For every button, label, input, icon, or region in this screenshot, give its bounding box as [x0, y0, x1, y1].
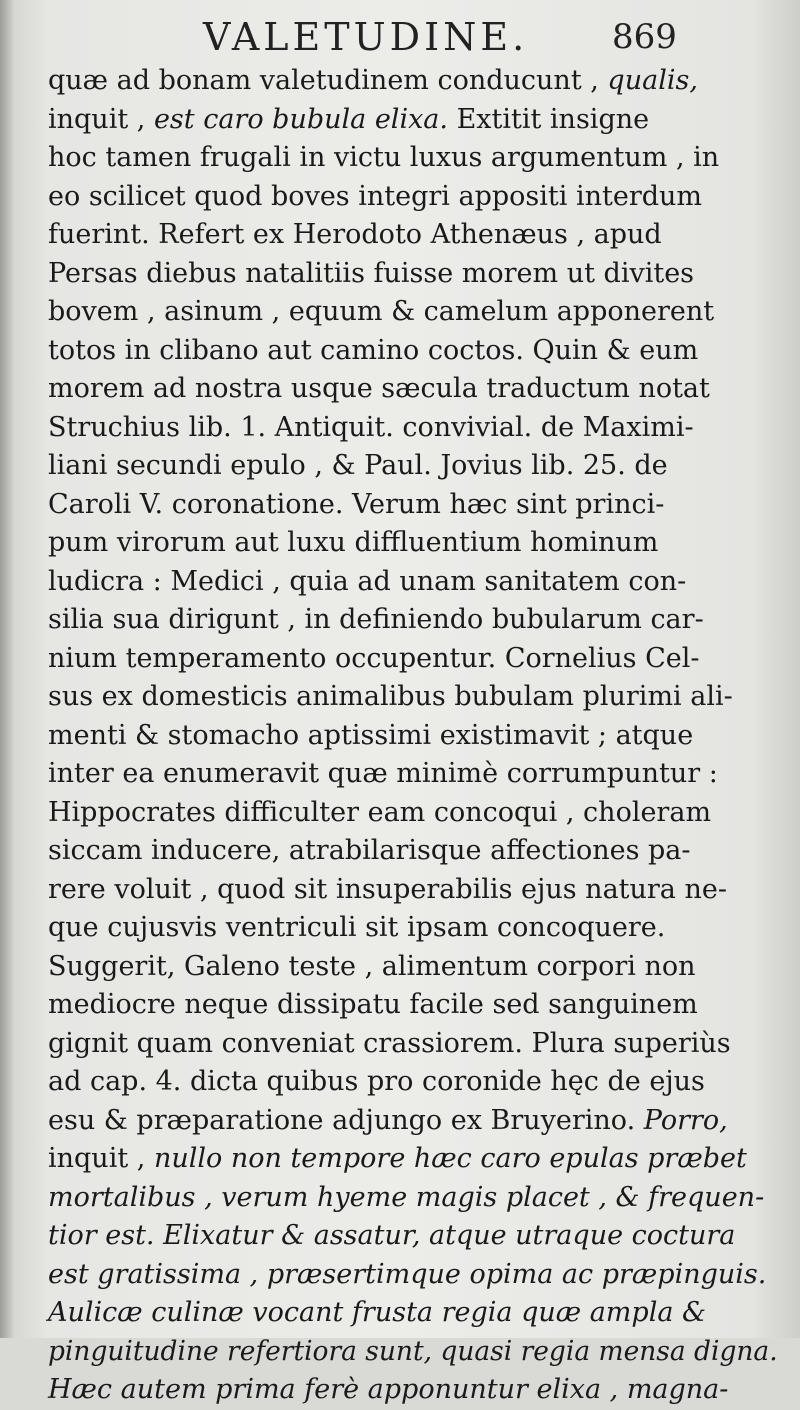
text-line — [48, 1063, 778, 1102]
line-text: esu & præparatione adjungo ex Bruyerino. — [48, 1104, 636, 1136]
line-italic-text: tior est. Elixatur & assatur, atque utraque coctura — [48, 1220, 736, 1251]
text-line — [48, 139, 778, 178]
line-text: que cujusvis ventriculi sit ipsam concoquere. — [48, 912, 666, 943]
text-line — [48, 178, 778, 217]
text-line — [48, 447, 778, 486]
line-text: ludicra : Medici , quia ad unam sanitatem con- — [48, 565, 687, 597]
page-number: 869 — [612, 17, 677, 57]
text-line — [48, 293, 778, 332]
line-text: inquit , — [48, 103, 146, 135]
body-text — [48, 62, 778, 1410]
line-text: bovem , asinum , equum & camelum apponerent — [48, 296, 715, 327]
line-italic-text: mortalibus , verum hyeme magis placet , & frequen- — [48, 1181, 765, 1213]
line-text: fuerint. Refert ex Herodoto Athenæus , apud — [48, 219, 662, 250]
text-line — [48, 255, 778, 294]
line-text: menti & stomacho aptissimi existimavit ; atque — [48, 719, 694, 751]
running-head — [0, 12, 800, 62]
line-italic-text: est caro bubula elixa. — [145, 103, 448, 135]
text-line — [48, 832, 778, 871]
line-text: Struchius lib. 1. Antiquit. convivial. de Maximi- — [48, 411, 694, 443]
line-text: quæ ad bonam valetudinem conducunt , — [48, 65, 599, 96]
text-line — [48, 1179, 778, 1218]
line-text: Caroli V. coronatione. Verum hæc sint princi- — [48, 488, 665, 520]
text-line — [48, 678, 778, 717]
running-title: VALETUDINE. — [203, 15, 529, 59]
line-text: mediocre neque dissipatu facile sed sanguinem — [48, 989, 698, 1020]
line-italic-text: Aulicæ culinæ vocant frusta regia quæ ampla & — [48, 1297, 707, 1328]
text-line — [48, 1102, 778, 1141]
line-text: totos in clibano aut camino coctos. Quin & eum — [48, 334, 699, 366]
line-italic-text: Hæc autem prima ferè apponuntur elixa , magna- — [48, 1374, 729, 1405]
line-text: rere voluit , quod sit insuperabilis ejus natura ne- — [48, 873, 727, 905]
text-line — [48, 640, 778, 679]
text-line — [48, 871, 778, 910]
text-line — [48, 1256, 778, 1295]
text-line — [48, 1140, 778, 1179]
text-line — [48, 524, 778, 563]
text-line — [48, 1217, 778, 1256]
text-line — [48, 101, 778, 140]
text-line — [48, 909, 778, 948]
text-line — [48, 601, 778, 640]
line-text: Persas diebus natalitiis fuisse morem ut divites — [48, 257, 695, 289]
text-line — [48, 62, 778, 101]
text-line — [48, 948, 778, 987]
line-italic-text: qualis, — [598, 65, 698, 96]
line-italic-text: Porro, — [635, 1104, 728, 1136]
text-line — [48, 986, 778, 1025]
text-line — [48, 370, 778, 409]
line-italic-text: pinguitudine refertiora sunt, quasi regia mensa digna. — [48, 1335, 778, 1367]
line-text: sus ex domesticis animalibus bubulam plurimi ali- — [48, 681, 733, 712]
text-line — [48, 1333, 778, 1372]
text-line — [48, 409, 778, 448]
text-line — [48, 563, 778, 602]
line-italic-text: nullo non tempore hæc caro epulas præbet — [145, 1143, 747, 1174]
line-text: hoc tamen frugali in victu luxus argumentum , in — [48, 142, 720, 173]
line-text: ad cap. 4. dicta quibus pro coronide hęc de ejus — [48, 1066, 705, 1097]
line-text: inquit , — [48, 1143, 146, 1174]
text-line — [48, 332, 778, 371]
text-line — [48, 755, 778, 794]
line-text: gignit quam conveniat crassiorem. Plura superiùs — [48, 1027, 731, 1059]
line-text: Suggerit, Galeno teste , alimentum corpori non — [48, 950, 696, 982]
line-italic-text: est gratissima , præsertimque opima ac præpinguis. — [48, 1258, 767, 1290]
line-text: silia sua dirigunt , in definiendo bubularum car- — [48, 604, 704, 635]
line-text: morem ad nostra usque sæcula traductum notat — [48, 373, 710, 404]
text-line — [48, 1294, 778, 1333]
text-line — [48, 216, 778, 255]
line-text: nium temperamento occupentur. Cornelius Cel- — [48, 642, 700, 674]
line-text: siccam inducere, atrabilarisque affectiones pa- — [48, 835, 691, 866]
text-line — [48, 717, 778, 756]
line-text: inter ea enumeravit quæ minimè corrumpuntur : — [48, 758, 718, 789]
line-text: Hippocrates difficulter eam concoqui , choleram — [48, 796, 712, 828]
line-text: pum virorum aut luxu diffluentium hominum — [48, 527, 659, 558]
text-line — [48, 794, 778, 833]
line-text-after: Extitit insigne — [448, 103, 650, 135]
line-text: liani secundi epulo , & Paul. Jovius lib. 25. de — [48, 450, 668, 481]
text-line — [48, 1371, 778, 1410]
text-line — [48, 486, 778, 525]
text-line — [48, 1025, 778, 1064]
line-text: eo scilicet quod boves integri appositi interdum — [48, 180, 703, 212]
